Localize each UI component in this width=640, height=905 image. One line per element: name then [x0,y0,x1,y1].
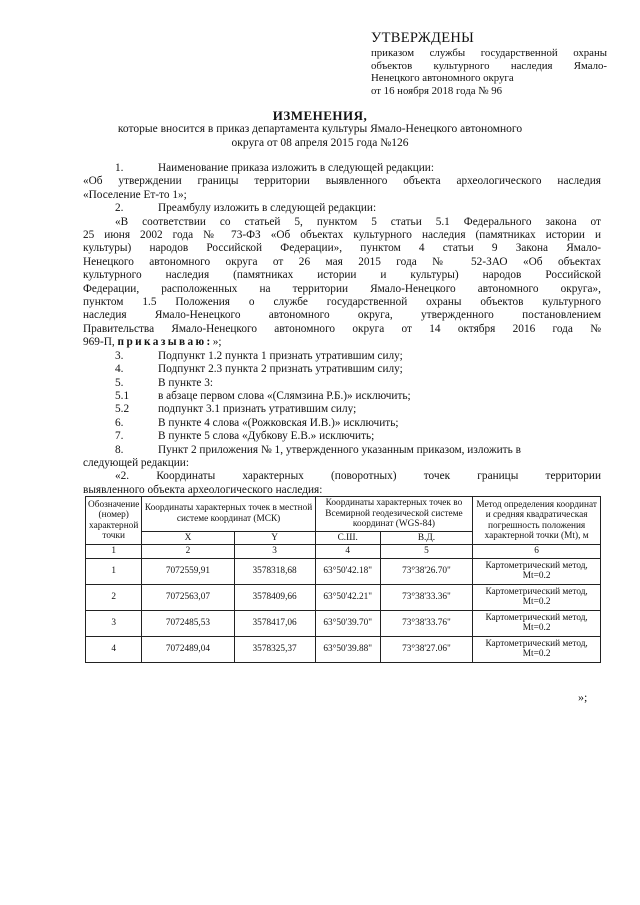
item-text: В пункте 5 слова «Дубкову Е.В.» исключить; [158,430,375,443]
item-8 [83,444,601,457]
subtitle-line: округа от 08 апреля 2015 года №126 [231,137,409,149]
subtitle-line: которые вносится в приказ департамента культуры Ямало-Ненецкого автономного [117,123,523,135]
item-6 [83,417,601,430]
preamble-line: пунктом 1.5 Положения о службе государственной охраны объектов культурного [83,296,601,309]
approval-line: объектов культурного наследия Ямало- [371,59,607,72]
cell-lon: 73°38'33.76" [380,610,473,636]
header-y: Y [234,531,315,545]
table-index-row [86,545,601,559]
closing-mark: »; [578,690,588,704]
table-row [86,558,601,584]
doc-body [83,162,601,497]
cell-point: 2 [86,584,142,610]
cell-method: Картометрический метод, Mt=0.2 [473,584,601,610]
item-1-quote: «Об утверждении границы территории выявленного объекта археологического наследия [83,175,601,188]
preamble-line: Федерации, расположенных на территории Ямало-Ненецкого автономного округа», [83,282,601,295]
item-2 [83,202,601,215]
item-text: Наименование приказа изложить в следующей редакции: [158,162,434,174]
table-row [86,584,601,610]
item-number: 8. [115,443,124,456]
column-index: 1 [86,545,142,559]
item-7 [83,430,601,443]
item-text: в абзаце первом слова «(Слямзина Р.Б.)» исключить; [158,389,411,402]
column-index: 5 [380,545,473,559]
table-header-row [86,497,601,532]
cell-point: 3 [86,610,142,636]
table-row [86,636,601,662]
item-1-quote: «Поселение Ет-то 1»; [83,188,187,201]
cell-lon: 73°38'33.36" [380,584,473,610]
preamble-line: культуры) народов Российской Федерации», пунктом 4 статьи 9 Закона Ямало- [83,242,601,255]
cell-x: 7072563,07 [142,584,234,610]
cell-lon: 73°38'26.70" [380,558,473,584]
preamble-end-close: »; [212,336,222,349]
preamble-end-text: 969-П, [83,336,115,349]
item-8-quote: «2. Координаты характерных (поворотных) точек границы территории [115,470,601,483]
approval-line: приказом службы государственной охраны [371,47,607,59]
item-number: 4. [115,363,124,376]
approval-stamp [371,30,607,97]
header-msk: Координаты характерных точек в местной системе координат (МСК) [142,497,315,532]
cell-x: 7072489,04 [142,636,234,662]
item-1 [83,162,601,175]
table-row [86,610,601,636]
cell-lat: 63°50'42.21" [315,584,380,610]
column-index: 6 [473,545,601,559]
cell-method: Картометрический метод, Mt=0.2 [473,610,601,636]
header-x: X [142,531,234,545]
cell-lat: 63°50'42.18" [315,558,380,584]
item-number: 7. [115,430,124,443]
item-5 [83,377,601,390]
preamble-line: Правительства Ямало-Ненецкого автономного округа от 14 октября 2016 года № [83,322,601,335]
preamble-line: Ненецкого автономного округа от 26 мая 2015 года № 52-ЗАО «Об объектах [83,255,601,268]
column-index: 3 [234,545,315,559]
cell-x: 7072485,53 [142,610,234,636]
item-5-2 [83,403,601,416]
cell-y: 3578417,06 [234,610,315,636]
cell-lat: 63°50'39.88" [315,636,380,662]
item-number: 5. [115,376,124,389]
cell-x: 7072559,91 [142,558,234,584]
item-text: подпункт 3.1 признать утратившим силу; [158,403,357,416]
item-text: Пункт 2 приложения № 1, утвержденного указанным приказом, изложить в [158,443,521,456]
preamble-line: наследия Ямало-Ненецкого автономного округа, утвержденного постановлением [83,309,601,322]
item-text: В пункте 4 слова «(Рожковская И.В.)» исключить; [158,416,399,429]
cell-y: 3578325,37 [234,636,315,662]
cell-y: 3578318,68 [234,558,315,584]
header-lon: В.Д. [380,531,473,545]
approval-line: от 16 ноября 2018 года № 96 [371,84,502,97]
item-number: 6. [115,416,124,429]
approval-heading: УТВЕРЖДЕНЫ [371,30,475,46]
item-number: 5.1 [115,389,130,402]
item-text: В пункте 3: [158,376,214,389]
preamble-line: 25 июня 2002 года № 73-ФЗ «Об объектах культурного наследия (памятниках истории и [83,229,601,242]
cell-point: 1 [86,558,142,584]
column-index: 2 [142,545,234,559]
cell-point: 4 [86,636,142,662]
preamble-line: культурного наследия (памятниках истории и культуры) народов Российской [83,269,601,282]
header-lat: С.Ш. [315,531,380,545]
item-8-quote: выявленного объекта археологического наследия: [83,483,323,496]
doc-subtitle [0,122,640,150]
item-number: 1. [115,162,124,174]
item-4 [83,363,601,376]
header-method: Метод определения координат и средняя квадратическая погрешность положения характерной точки (Mt), м [473,497,601,545]
doc-title: ИЗМЕНЕНИЯ, [272,108,368,123]
item-text: Подпункт 2.3 пункта 2 признать утратившим силу; [158,363,403,376]
cell-lat: 63°50'39.70" [315,610,380,636]
item-text: Подпункт 1.2 пункта 1 признать утратившим силу; [158,349,403,362]
item-8-cont: следующей редакции: [83,456,189,469]
header-wgs: Координаты характерных точек во Всемирной геодезической системе координат (WGS-84) [315,497,473,532]
item-number: 5.2 [115,403,130,416]
approval-line: Ненецкого автономного округа [371,72,514,84]
item-3 [83,350,601,363]
cell-y: 3578409,66 [234,584,315,610]
cell-lon: 73°38'27.06" [380,636,473,662]
item-number: 3. [115,349,124,362]
preamble-end-spaced: приказываю: [117,336,213,349]
item-text: Преамбулу изложить в следующей редакции: [158,202,377,215]
column-index: 4 [315,545,380,559]
cell-method: Картометрический метод, Mt=0.2 [473,558,601,584]
item-5-1 [83,390,601,403]
header-point-number: Обозначение (номер) характерной точки [86,497,142,545]
cell-method: Картометрический метод, Mt=0.2 [473,636,601,662]
item-number: 2. [115,202,124,215]
preamble-line: «В соответствии со статьей 5, пунктом 5 статьи 5.1 Федерального закона от [115,215,601,228]
preamble-end [83,336,601,349]
coordinates-table [85,496,601,663]
